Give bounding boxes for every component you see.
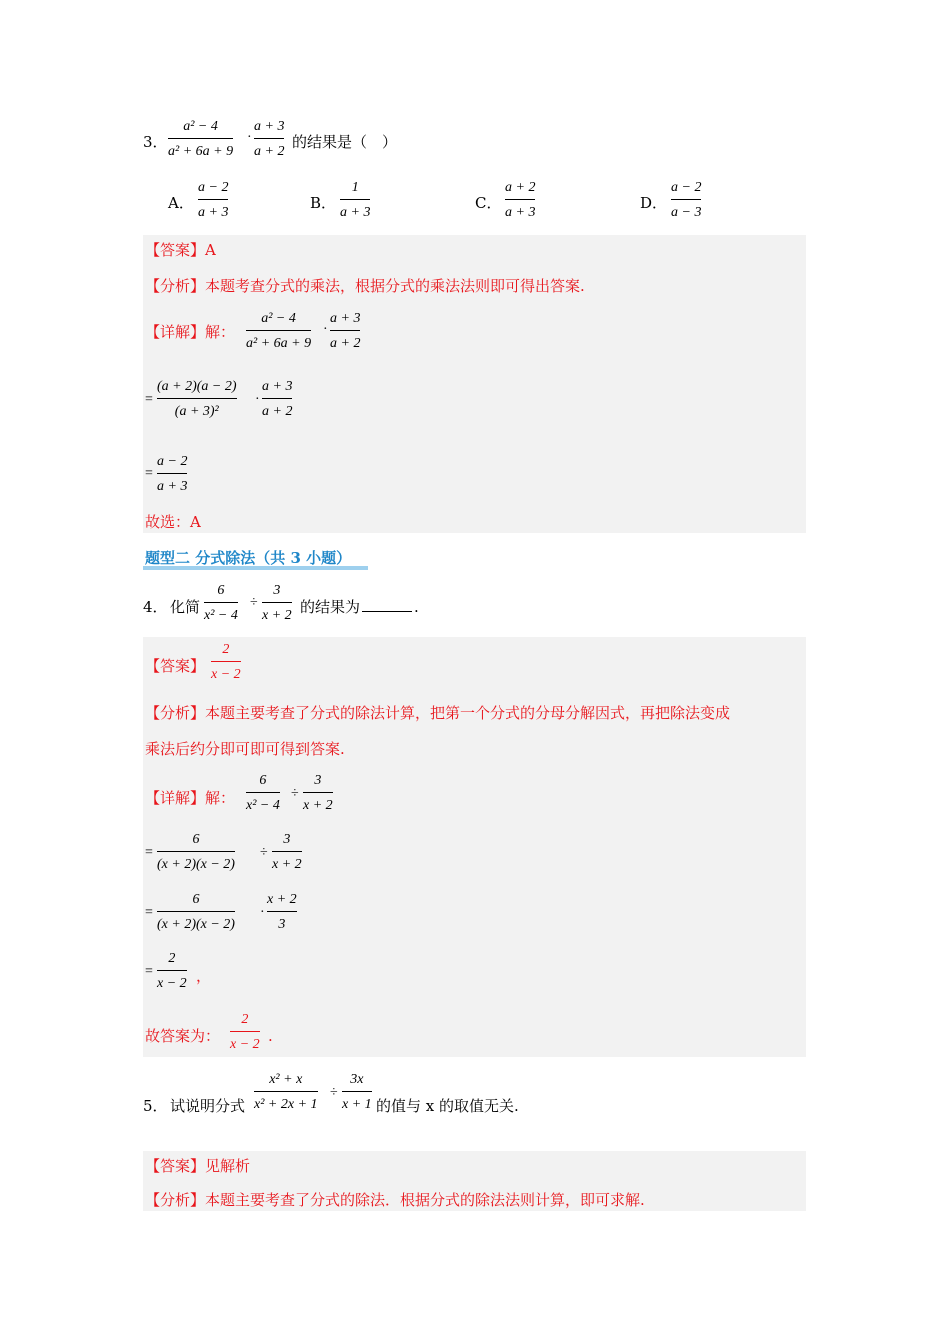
q4-fraction-2 xyxy=(262,582,292,624)
q4-frac2-num: 3 xyxy=(273,583,281,598)
q3-detail-frac1-den: a² + 6a + 9 xyxy=(246,336,312,351)
q3-analysis: 【分析】本题考查分式的乘法，根据分式的乘法法则即可得出答案. xyxy=(145,277,585,295)
q4-answer-den: x − 2 xyxy=(211,667,241,682)
q4-final-comma: ， xyxy=(196,967,212,985)
q3-detail-frac1-num: a² − 4 xyxy=(261,311,296,326)
q3-option-a-label: A． xyxy=(168,194,194,212)
q4-detail-frac1-num: 6 xyxy=(259,773,267,788)
q3-option-d-label: D． xyxy=(640,194,668,212)
q3-detail-frac2-num: a + 3 xyxy=(330,311,361,326)
q5-frac2-den: x + 1 xyxy=(342,1097,372,1112)
q4-suffix-row: 的结果为 . xyxy=(300,598,419,616)
q3-dot-operator: · xyxy=(247,130,252,145)
q3-number: 3． xyxy=(143,133,168,151)
q4-final-den: x − 2 xyxy=(157,976,187,991)
q3-frac1-num: a² − 4 xyxy=(183,119,218,134)
q3-detail-frac1 xyxy=(246,310,311,352)
q4-number: 4． xyxy=(143,598,168,616)
q3-option-b-label: B． xyxy=(310,194,337,212)
q3-step1-num: (a + 2)(a − 2) xyxy=(157,379,237,394)
q4-answer-blank[interactable] xyxy=(362,611,412,612)
q3-frac2-num: a + 3 xyxy=(254,119,285,134)
q3-conclusion: 故选：A xyxy=(145,513,201,531)
q4-step2-frac2-num: x + 2 xyxy=(267,892,297,907)
q3-option-d-fraction xyxy=(671,179,701,221)
q3-step1-frac xyxy=(157,378,237,420)
q4-step1-num: 6 xyxy=(192,832,200,847)
q5-suffix: 的值与 x 的取值无关. xyxy=(376,1097,519,1115)
q4-frac1-den: x² − 4 xyxy=(204,608,238,623)
q3-frac2-den: a + 2 xyxy=(254,144,285,159)
q4-step1-frac2-den: x + 2 xyxy=(272,857,302,872)
q4-prefix: 化简 xyxy=(170,598,201,616)
q4-step1-frac1 xyxy=(157,831,235,873)
q3-detail-dot: · xyxy=(323,322,328,337)
q4-step2-eq: = xyxy=(145,905,153,920)
q3-step1-frac2 xyxy=(262,378,292,420)
q4-conclusion-frac xyxy=(230,1011,260,1053)
q3-option-c-num: a + 2 xyxy=(505,180,536,195)
q3-step1-dot: · xyxy=(255,392,260,407)
q3-option-c-fraction xyxy=(505,179,535,221)
q4-final-num: 2 xyxy=(168,951,176,966)
q3-option-a-fraction xyxy=(198,179,228,221)
q5-analysis: 【分析】本题主要考查了分式的除法．根据分式的除法法则计算，即可求解. xyxy=(145,1191,645,1209)
q3-option-a-num: a − 2 xyxy=(198,180,229,195)
q3-answer: 【答案】A xyxy=(145,241,216,259)
q4-final-eq: = xyxy=(145,964,153,979)
q4-analysis-line1: 【分析】本题主要考查了分式的除法计算，把第一个分式的分母分解因式，再把除法变成 xyxy=(145,704,731,722)
q3-fraction-2 xyxy=(254,118,284,160)
q4-detail-frac1 xyxy=(246,772,280,814)
q4-step2-frac2 xyxy=(267,891,297,933)
q4-conclusion-den: x − 2 xyxy=(230,1037,260,1052)
q3-option-c-label: C． xyxy=(475,194,502,212)
q4-step1-div: ÷ xyxy=(260,845,268,860)
q5-prefix: 试说明分式 xyxy=(170,1097,246,1115)
q4-answer-label: 【答案】 xyxy=(145,657,206,675)
q4-answer-num: 2 xyxy=(222,642,230,657)
q4-analysis-line2: 乘法后约分即可即可得到答案. xyxy=(145,740,345,758)
q4-detail-frac2 xyxy=(303,772,333,814)
q3-final-num: a − 2 xyxy=(157,454,188,469)
q3-option-d-den: a − 3 xyxy=(671,205,702,220)
q5-frac1-den: x² + 2x + 1 xyxy=(254,1097,318,1112)
q4-conclusion-suffix: . xyxy=(268,1027,273,1045)
q4-solution-box xyxy=(143,637,806,1057)
q4-fraction-1 xyxy=(204,582,238,624)
q3-suffix: 的结果是（ ） xyxy=(292,133,398,151)
q4-step2-den: (x + 2)(x − 2) xyxy=(157,917,235,932)
q3-option-b-den: a + 3 xyxy=(340,205,371,220)
q5-frac1-num: x² + x xyxy=(269,1072,303,1087)
q3-detail-frac2 xyxy=(330,310,360,352)
q4-detail-div: ÷ xyxy=(291,786,299,801)
q3-option-b-fraction xyxy=(340,179,370,221)
q4-conclusion-num: 2 xyxy=(241,1012,249,1027)
q3-final-eq: = xyxy=(145,466,153,481)
q3-detail-label: 【详解】解： xyxy=(145,323,236,341)
q5-frac2-num: 3x xyxy=(350,1072,364,1087)
q5-fraction-1 xyxy=(254,1071,318,1113)
q3-step1-den: (a + 3)² xyxy=(174,404,219,419)
q4-detail-label: 【详解】解： xyxy=(145,789,236,807)
q3-option-a-den: a + 3 xyxy=(198,205,229,220)
q3-step1-frac2-den: a + 2 xyxy=(262,404,293,419)
q4-suffix: 的结果为 xyxy=(300,598,361,616)
q5-answer: 【答案】见解析 xyxy=(145,1157,251,1175)
q4-conclusion-prefix: 故答案为： xyxy=(145,1027,221,1045)
q5-number: 5． xyxy=(143,1097,168,1115)
q4-step1-den: (x + 2)(x − 2) xyxy=(157,857,235,872)
q3-frac1-den: a² + 6a + 9 xyxy=(168,144,234,159)
q5-div-operator: ÷ xyxy=(330,1085,338,1100)
q3-step1-frac2-num: a + 3 xyxy=(262,379,293,394)
q4-step1-eq: = xyxy=(145,845,153,860)
q4-answer-fraction xyxy=(211,641,241,683)
q3-option-d-num: a − 2 xyxy=(671,180,702,195)
q4-step2-dot: · xyxy=(260,905,265,920)
q3-fraction-1 xyxy=(168,118,233,160)
q4-step1-frac2-num: 3 xyxy=(283,832,291,847)
q4-step2-num: 6 xyxy=(192,892,200,907)
q3-final-frac xyxy=(157,453,187,495)
q4-frac2-den: x + 2 xyxy=(262,608,292,623)
q4-detail-frac2-num: 3 xyxy=(314,773,322,788)
q4-step2-frac1 xyxy=(157,891,235,933)
q4-div-operator: ÷ xyxy=(250,595,258,610)
section-title: 题型二 分式除法（共 3 小题） xyxy=(145,549,352,567)
q4-step2-frac2-den: 3 xyxy=(278,917,286,932)
q3-option-c-den: a + 3 xyxy=(505,205,536,220)
q4-step1-frac2 xyxy=(272,831,302,873)
q4-detail-frac1-den: x² − 4 xyxy=(246,798,280,813)
q5-fraction-2 xyxy=(342,1071,372,1113)
q3-detail-frac2-den: a + 2 xyxy=(330,336,361,351)
q4-detail-frac2-den: x + 2 xyxy=(303,798,333,813)
q3-option-b-num: 1 xyxy=(351,180,359,195)
q3-final-den: a + 3 xyxy=(157,479,188,494)
q4-final-frac xyxy=(157,950,187,992)
q4-frac1-num: 6 xyxy=(217,583,225,598)
q3-step1-eq: = xyxy=(145,392,153,407)
